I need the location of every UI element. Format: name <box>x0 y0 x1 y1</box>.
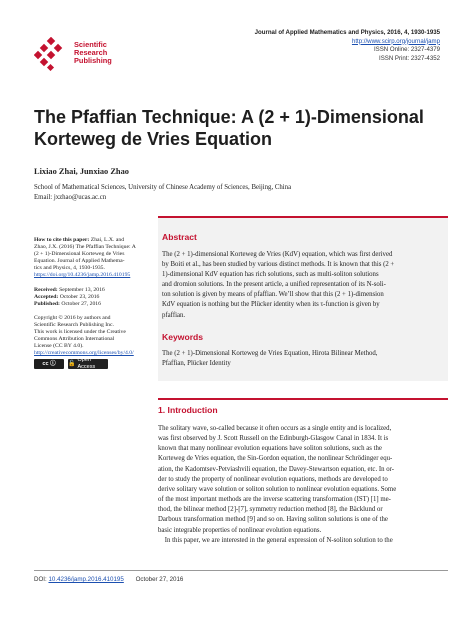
body-line: of the most important methods are the inverse scattering transformation (IST) [1] me- <box>158 496 391 504</box>
doi-label: DOI: <box>34 576 47 583</box>
footer-divider <box>34 570 448 571</box>
email-line: Email: jxzhao@ucas.ac.cn <box>34 194 107 202</box>
abstract-line: by Boiti et al., has been studied by various distinct methods. It is known that this (2 + <box>162 261 395 269</box>
cite-line: Zhao, J.X. (2016) The Pfaffian Technique: A <box>34 244 136 251</box>
keywords-line: Pfaffian, Plücker Identity <box>162 359 231 367</box>
body-line: thod, the bilinear method [2]-[7], symmetry reduction method [8], the Bäcklund or <box>158 506 383 514</box>
article-authors: Lixiao Zhai, Junxiao Zhao <box>34 167 129 176</box>
page-footer <box>34 576 183 583</box>
keywords-line: The (2 + 1)-Dimensional Korteweg de Vries Equation, Hirota Bilinear Method, <box>162 349 378 357</box>
cite-label: How to cite this paper: <box>34 237 90 243</box>
section-divider <box>158 398 448 400</box>
open-access-label: Open Access <box>77 357 96 371</box>
keywords-text <box>162 349 448 369</box>
cite-line: Equation. Journal of Applied Mathema- <box>34 258 125 265</box>
cite-line: tics and Physics, 4, 1930-1935. <box>34 265 105 272</box>
publisher-logo <box>34 37 154 71</box>
copyright-line: This work is licensed under the Creative <box>34 329 126 336</box>
copyright-line: Scientific Research Publishing Inc. <box>34 321 114 328</box>
open-access-badge <box>68 359 108 369</box>
accepted-label: Accepted: <box>34 293 59 300</box>
copyright-block <box>34 315 154 370</box>
citation-doi-link[interactable]: https://doi.org/10.4236/jamp.2016.410195 <box>34 272 131 279</box>
journal-url-link[interactable]: http://www.scirp.org/journal/jamp <box>351 37 440 45</box>
cite-line: Zhai, L.X. and <box>89 237 125 243</box>
doi-link[interactable]: 10.4236/jamp.2016.410195 <box>48 576 124 583</box>
abstract-line: ton solution is given by means of pfaffian. We’ll show that this (2 + 1)-dimension <box>162 291 384 299</box>
journal-name: Journal of Applied Mathematics and Physics, 2016, 4, 1930-1935 <box>254 29 440 36</box>
body-line: derive solitary wave solution or soliton solution to nonlinear evolution equations. Some <box>158 485 397 493</box>
publisher-name-line: Scientific <box>74 40 107 49</box>
title-line: Korteweg de Vries Equation <box>34 129 273 149</box>
body-line: der to study the property of nonlinear evolution equations, methods are developed to <box>158 475 388 483</box>
abstract-text <box>162 250 448 321</box>
copyright-line: Copyright © 2016 by authors and <box>34 314 111 321</box>
introduction-text <box>158 424 450 546</box>
body-line: Darboux transformation method [9] and so on. Having soliton solutions is one of the <box>158 516 388 524</box>
body-line: In this paper, we are interested in the general expression of N-soliton solution to the <box>158 536 393 544</box>
dates-block <box>34 287 154 308</box>
publisher-name-line: Research <box>74 48 108 58</box>
body-line: Korteweg de Vries equation, the Sin-Gordon equation, the nonlinear Schrödinger equ- <box>158 455 393 463</box>
body-line: known that many nonlinear evolution equations have soliton solutions, such as the <box>158 445 382 453</box>
published-date: October 27, 2016 <box>59 300 101 307</box>
abstract-line: 1)-dimensional KdV equation has rich solutions, such as multi-soliton solutions <box>162 271 379 279</box>
body-line: ation, the Kadomtsev-Petviashvili equation, the Davey-Stewartson equation, etc. In or- <box>158 465 394 473</box>
cite-line: (2 + 1)-Dimensional Korteweg de Vries <box>34 251 125 258</box>
cc-by-badge[interactable]: cc ⓘ <box>34 359 64 369</box>
abstract-heading: Abstract <box>162 232 197 242</box>
license-badges <box>34 359 154 369</box>
abstract-line: KdV equation is nothing but the Plücker identity when its τ-function is given by <box>162 301 380 309</box>
received-date: September 13, 2016 <box>57 286 105 293</box>
open-lock-icon: 🔓 <box>68 360 76 367</box>
body-line: was first observed by J. Scott Russell on the Edinburgh-Glasgow Canal in 1834. It is <box>158 435 389 443</box>
body-line: basic integrable properties of nonlinear evolution equations. <box>158 526 322 534</box>
introduction-heading: 1. Introduction <box>158 405 218 415</box>
copyright-line: Commons Attribution International <box>34 336 115 343</box>
abstract-line: and dromion solutions. In the present article, a unified representation of its N-soli- <box>162 281 386 289</box>
published-label: Published: <box>34 300 60 307</box>
article-sidebar <box>34 237 154 376</box>
footer-date: October 27, 2016 <box>135 576 184 583</box>
abstract-line: pfaffian. <box>162 311 186 319</box>
publisher-name <box>74 41 112 66</box>
journal-info <box>255 29 440 63</box>
issn-online: ISSN Online: 2327-4379 <box>373 46 440 54</box>
article-title <box>34 106 444 150</box>
issn-print: ISSN Print: 2327-4352 <box>379 54 440 62</box>
abstract-box <box>158 216 448 381</box>
publisher-name-line: Publishing <box>74 56 112 66</box>
article-affiliation <box>34 183 291 203</box>
citation-block <box>34 237 154 280</box>
body-line: The solitary wave, so-called because it often occurs as a single entity and is localized, <box>158 425 392 432</box>
accepted-date: October 23, 2016 <box>58 293 100 300</box>
title-line: The Pfaffian Technique: A (2 + 1)-Dimensional <box>34 107 424 127</box>
publisher-logo-icon <box>34 37 68 71</box>
affiliation-line: School of Mathematical Sciences, University of Chinese Academy of Sciences, Beijing, China <box>34 184 292 191</box>
keywords-heading: Keywords <box>162 331 204 342</box>
license-link[interactable]: http://creativecommons.org/licenses/by/4.0/ <box>34 350 134 357</box>
copyright-line: License (CC BY 4.0). <box>34 343 84 350</box>
received-label: Received: <box>34 286 58 293</box>
abstract-line: The (2 + 1)-dimensional Korteweg de Vries (KdV) equation, which was first derived <box>162 251 393 258</box>
